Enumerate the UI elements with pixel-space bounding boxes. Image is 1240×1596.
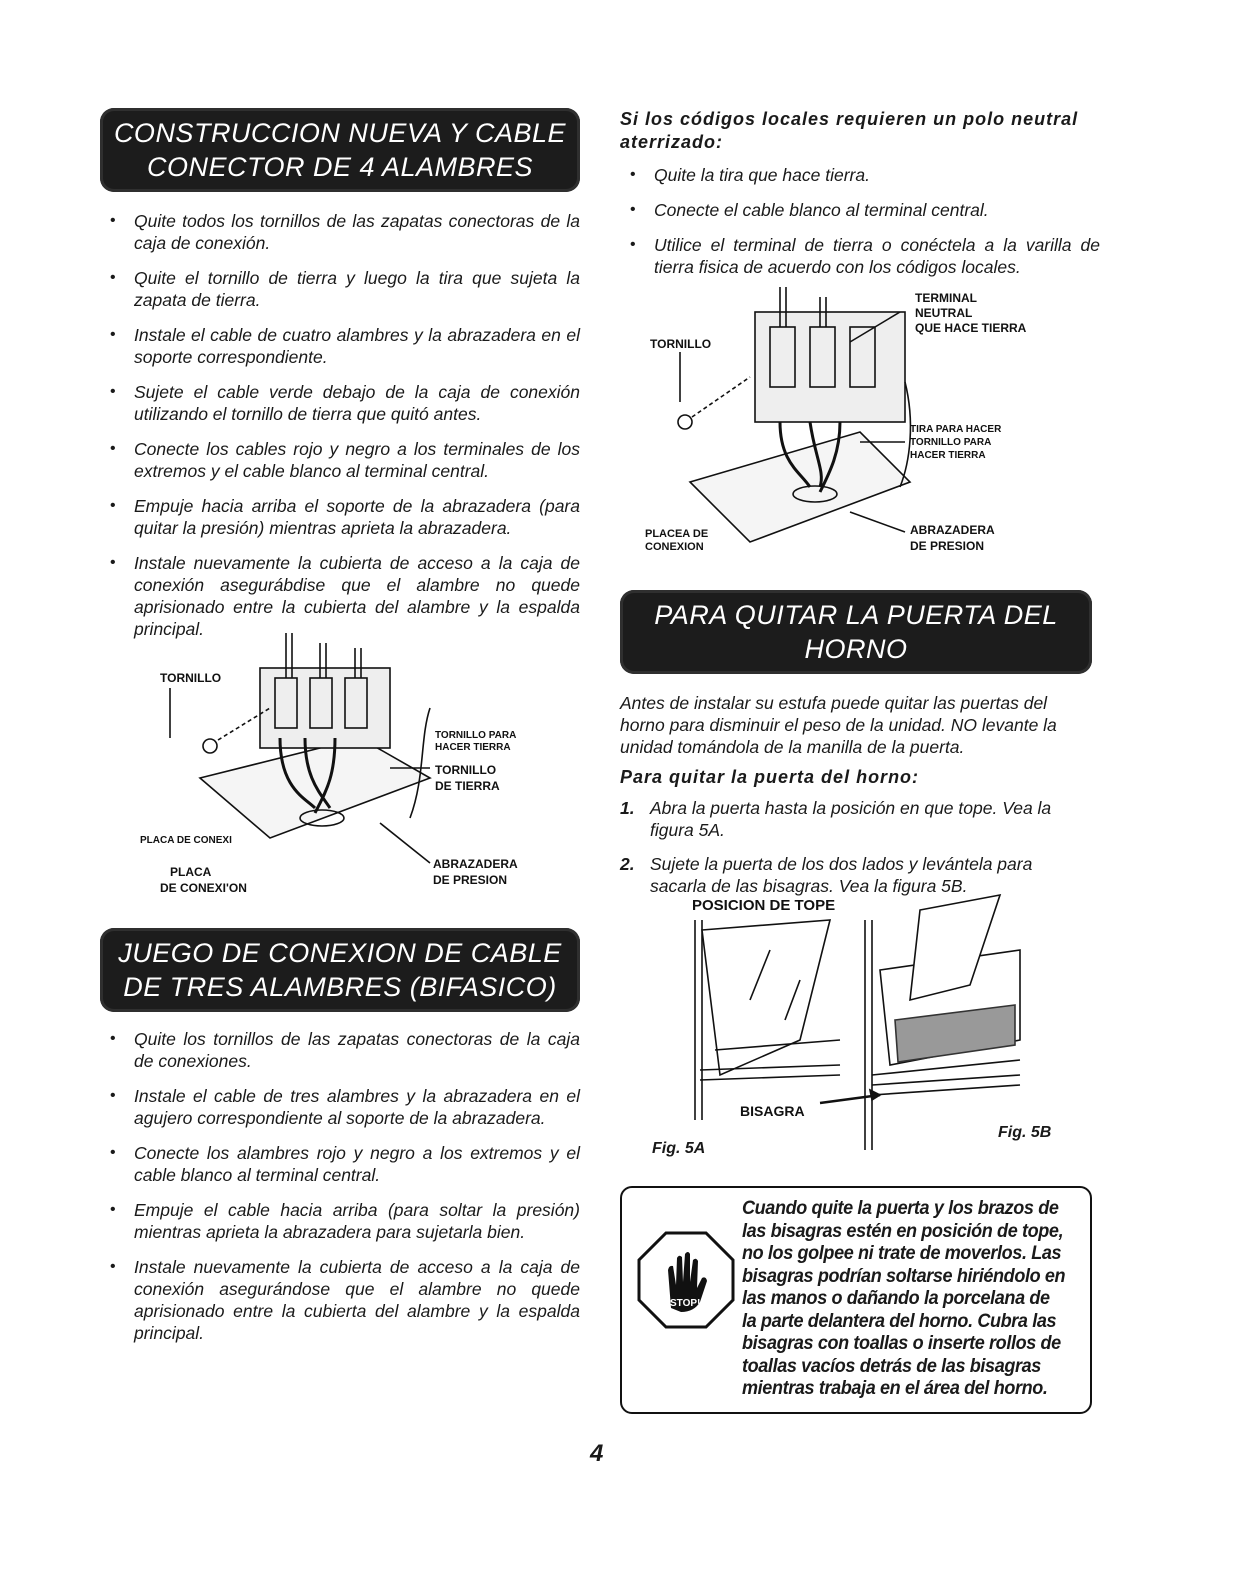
label-abrazadera: DE PRESION <box>910 539 985 553</box>
label-tornillo: TORNILLO <box>160 671 222 685</box>
label-placea: CONEXION <box>645 541 704 553</box>
page-number: 4 <box>590 1440 604 1467</box>
intro-paragraph: Antes de instalar su estufa puede quitar las puertas del horno para disminuir el peso de la unidad. NO levante la unidad tomándola de la manilla de la puerta. <box>620 693 1057 757</box>
warning-text: Cuando quite la puerta y los brazos de las bisagras estén en posición de tope, no los golpee ni trate de moverlos. Las bisagras podrían soltarse hiriéndolo en las manos o dañando la porcelana de la parte delantera del horno. Cubra las bisagras con toallas o inserte rollos de toallas vacíos detrás de las bisagras mientras trabaja en el área del horno. <box>742 1198 1066 1399</box>
figure-caption-5b: Fig. 5B <box>998 1124 1052 1141</box>
label-tornillo-para: HACER TIERRA <box>435 742 511 753</box>
label-abrazadera: DE PRESION <box>433 873 508 887</box>
stop-label: STOP! <box>670 1298 701 1309</box>
banner-line: DE TRES ALAMBRES (BIFASICO) <box>123 972 557 1002</box>
steps-list <box>620 797 1092 897</box>
list-item: • Empuje hacia arriba el soporte de la abrazadera (para quitar la presión) mientras aprieta la abrazadera. <box>100 495 580 539</box>
label-placea: PLACEA DE <box>645 528 709 540</box>
list-item: • Instale nuevamente la cubierta de acceso a la caja de conexión asegurándose que el alambre no quede aprisionado entre la cubierta del alambre y la espalda principal. <box>100 1256 580 1344</box>
neutral-ground-diagram <box>640 282 1090 562</box>
list-item: • Instale el cable de tres alambres y la abrazadera en el agujero correspondiente al soporte de la abrazadera. <box>100 1085 580 1129</box>
label-placa: PLACA <box>170 865 212 879</box>
list-item: • Conecte los alambres rojo y negro a los extremos y el cable blanco al terminal central. <box>100 1142 580 1186</box>
label-tornillo: TORNILLO <box>650 337 712 351</box>
list-item: • Empuje el cable hacia arriba (para soltar la presión) mientras aprieta la abrazadera para sujetarla bien. <box>100 1199 580 1243</box>
list-item <box>620 797 1092 841</box>
label-bisagra: BISAGRA <box>740 1103 805 1119</box>
figure-caption-5a: Fig. 5A <box>652 1140 706 1157</box>
label-tira: TIRA PARA HACER <box>910 424 1002 435</box>
banner-puerta <box>620 590 1092 674</box>
label-tira: TORNILLO PARA <box>910 437 992 448</box>
left-column-lower <box>100 928 580 1357</box>
four-wire-diagram <box>130 628 560 908</box>
instruction-list <box>100 210 580 640</box>
section-subheading: Para quitar la puerta del horno: <box>620 767 920 787</box>
list-item: • Conecte los cables rojo y negro a los terminales de los extremos y el cable blanco al terminal central. <box>100 438 580 482</box>
stop-hand-icon <box>636 1230 736 1330</box>
banner-line: CONECTOR DE 4 ALAMBRES <box>146 152 534 182</box>
banner-line: HORNO <box>804 634 908 664</box>
banner-construccion <box>100 108 580 192</box>
label-placa-con: PLACA DE CONEXI <box>140 835 232 846</box>
list-item: • Quite todos los tornillos de las zapatas conectoras de la caja de conexión. <box>100 210 580 254</box>
banner-line: PARA QUITAR LA PUERTA DEL <box>654 600 1058 630</box>
label-terminal: NEUTRAL <box>915 306 973 320</box>
list-item: • Instale nuevamente la cubierta de acceso a la caja de conexión asegurábdise que el alambre no quede aprisionado entre la cubierta del alambre y la espalda principal. <box>100 552 580 640</box>
right-column <box>620 108 1100 291</box>
label-tira: HACER TIERRA <box>910 450 986 461</box>
label-abrazadera: ABRAZADERA <box>433 857 518 871</box>
step-text: Abra la puerta hasta la posición en que tope. Vea la figura 5A. <box>650 798 1052 840</box>
list-item: • Quite la tira que hace tierra. <box>620 164 1100 186</box>
banner-line: JUEGO DE CONEXION DE CABLE <box>118 938 562 968</box>
label-abrazadera: ABRAZADERA <box>910 523 995 537</box>
door-removal-section <box>620 590 1092 909</box>
label-posicion-tope: POSICION DE TOPE <box>692 897 836 914</box>
label-placa: DE CONEXI'ON <box>160 881 247 895</box>
banner-juego <box>100 928 580 1012</box>
list-item: • Conecte el cable blanco al terminal central. <box>620 199 1100 221</box>
instruction-list <box>100 1028 580 1344</box>
step-text: Sujete la puerta de los dos lados y levántela para sacarla de las bisagras. Vea la figura 5B. <box>650 854 1033 896</box>
label-tornillo-tierra: TORNILLO <box>435 763 497 777</box>
label-terminal: TERMINAL <box>915 291 977 305</box>
list-item: • Quite los tornillos de las zapatas conectoras de la caja de conexiones. <box>100 1028 580 1072</box>
list-item: • Sujete el cable verde debajo de la caja de conexión utilizando el tornillo de tierra que quitó antes. <box>100 381 580 425</box>
step-number: 2. <box>620 854 635 874</box>
list-item: • Utilice el terminal de tierra o conéctela a la varilla de tierra fisica de acuerdo con los códigos locales. <box>620 234 1100 278</box>
step-number: 1. <box>620 798 635 818</box>
section-subheading: Si los códigos locales requieren un polo neutral aterrizado: <box>620 109 1079 152</box>
left-column <box>100 108 580 653</box>
list-item: • Quite el tornillo de tierra y luego la tira que sujeta la zapata de tierra. <box>100 267 580 311</box>
label-tornillo-tierra: DE TIERRA <box>435 779 500 793</box>
warning-box <box>620 1186 1092 1414</box>
list-item: • Instale el cable de cuatro alambres y la abrazadera en el soporte correspondiente. <box>100 324 580 368</box>
banner-line: CONSTRUCCION NUEVA Y CABLE <box>113 118 567 148</box>
label-terminal: QUE HACE TIERRA <box>915 321 1027 335</box>
label-tornillo-para: TORNILLO PARA <box>435 730 517 741</box>
instruction-list <box>620 164 1100 278</box>
